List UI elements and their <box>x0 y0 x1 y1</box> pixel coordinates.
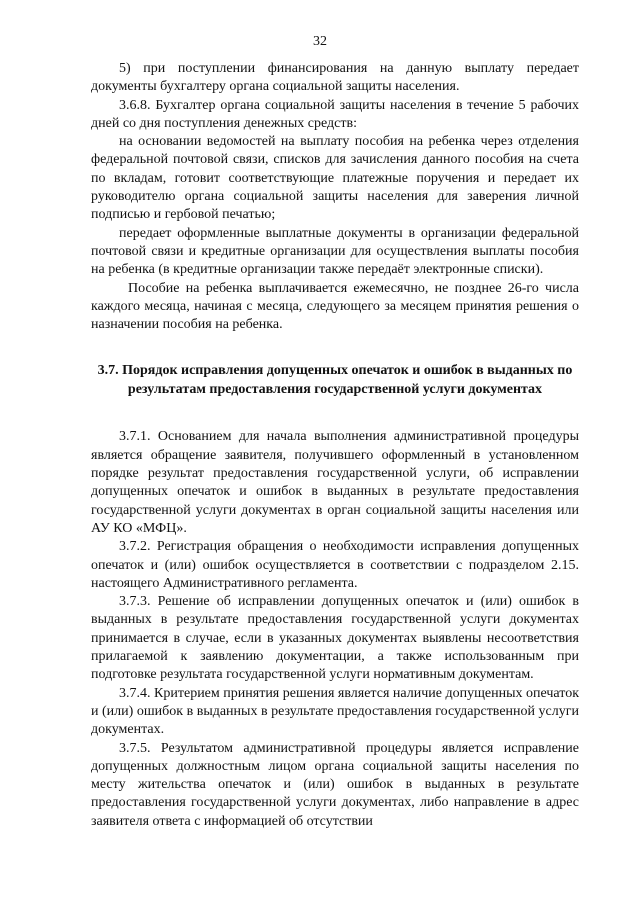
paragraph-transfer-documents: передает оформленные выплатные документы в организации федеральной почтовой связи и кредитные организации для осуществления выплаты пособия на ребенка (в кредитные организации также передаёт электронные списки). <box>91 225 579 278</box>
paragraph-monthly-payment: Пособие на ребенка выплачивается ежемесячно, не позднее 26-го числа каждого месяца, начиная с месяца, следующего за месяцем принятия решения о назначении пособия на ребенка. <box>91 280 579 333</box>
page-number: 32 <box>313 34 327 49</box>
paragraph-5-funding: 5) при поступлении финансирования на данную выплату передает документы бухгалтеру органа социальной защиты населения. <box>91 61 579 95</box>
paragraph-3-7-1: 3.7.1. Основанием для начала выполнения административной процедуры является обращение заявителя, получившего оформленный в установленном порядке результат предоставления государственной услуги, об исправлении допущенных опечаток и ошибок в выданных в результате предоставления государственной услуги документах в орган социальной защиты населения или АУ КО «МФЦ». <box>91 429 579 536</box>
paragraph-3-7-5: 3.7.5. Результатом административной процедуры является исправление допущенных должностным лицом органа социальной защиты населения по месту жительства опечаток и (или) ошибок в выданных в результате предоставления государственной услуги документах, либо направление в адрес заявителя ответа с информацией об отсутствии <box>91 740 579 829</box>
paragraph-3-7-3: 3.7.3. Решение об исправлении допущенных опечаток и (или) ошибок в выданных в результате предоставления государственной услуги документах принимается в случае, если в указанных документах выявлены несоответствия прилагаемой к заявлению документации, а также использованным при подготовке результата государственной услуги нормативным документам. <box>91 594 579 683</box>
paragraph-3-7-2: 3.7.2. Регистрация обращения о необходимости исправления допущенных опечаток и (или) ошибок осуществляется в соответствии с подразделом 2.15. настоящего Административного регламента. <box>91 539 579 591</box>
paragraph-3-7-4: 3.7.4. Критерием принятия решения является наличие допущенных опечаток и (или) ошибок в выданных в результате предоставления государственной услуги документах. <box>91 685 579 738</box>
paragraph-3-6-8: 3.6.8. Бухгалтер органа социальной защиты населения в течение 5 рабочих дней со дня поступления денежных средств: <box>91 97 579 131</box>
document-body <box>91 60 579 831</box>
paragraph-statements: на основании ведомостей на выплату пособия на ребенка через отделения федеральной почтовой связи, списков для зачисления данного пособия на счета по вкладам, готовит соответствующие платежные поручения и передает их руководителю органа социальной защиты населения для заверения личной подписью и гербовой печатью; <box>91 134 579 223</box>
section-heading-3-7: 3.7. Порядок исправления допущенных опечаток и ошибок в выданных по результатам предоставления государственной услуги документах <box>97 363 573 397</box>
